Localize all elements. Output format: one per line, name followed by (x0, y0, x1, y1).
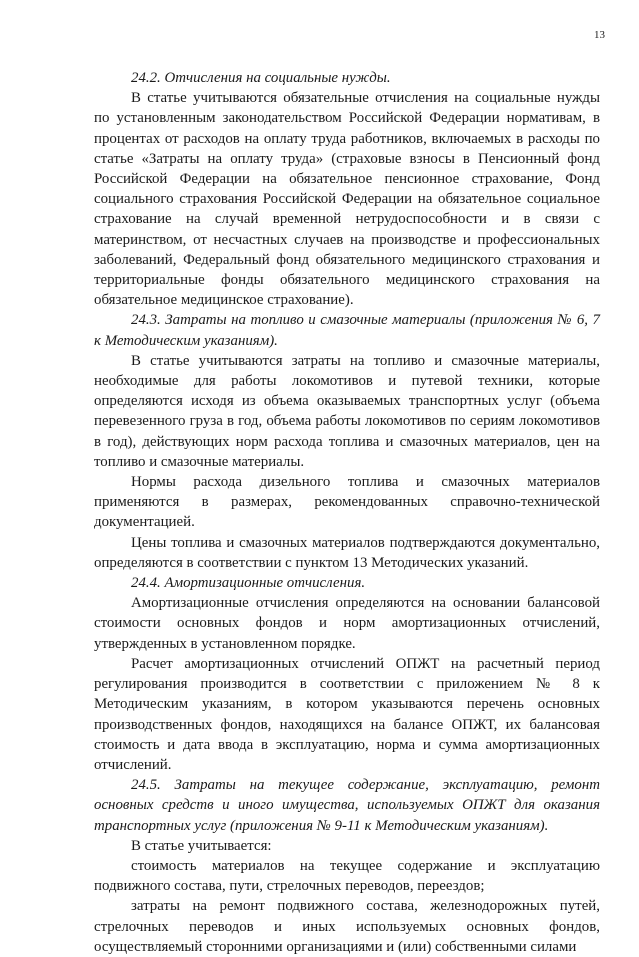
section-heading-24-2: 24.2. Отчисления на социальные нужды. (131, 70, 391, 86)
document-body (94, 68, 600, 957)
paragraph-fuel-costs: В статье учитываются затраты на топливо и смазочные материалы, необходимые для работы локомотивов и путевой техники, которые определяются исходя из объема оказываемых транспортных услуг (объема перевезенного груза в год, объема работы локомотивов по сериям локомотивов в год), действующих норм расхода топлива и смазочных материалов, цен на топливо и смазочные материалы. (94, 352, 600, 470)
paragraph-fuel-prices: Цены топлива и смазочных материалов подтверждаются документально, определяются в соответствии с пунктом 13 Методических указаний. (94, 534, 600, 571)
paragraph-materials-cost: стоимость материалов на текущее содержание и эксплуатацию подвижного состава, пути, стрелочных переводов, переездов; (94, 857, 600, 895)
section-heading-24-3: 24.3. Затраты на топливо и смазочные материалы (приложения № 6, 7 к Методическим указаниям). (94, 312, 600, 349)
paragraph-depreciation-calculation: Расчет амортизационных отчислений ОПЖТ на расчетный период регулирования производится в соответствии с приложением № 8 к Методическим указаниям, в котором указываются перечень основных производственных фондов, находящихся на балансе ОПЖТ, их балансовая стоимость и дата ввода в эксплуатацию, норма и сумма амортизационных отчислений. (94, 655, 600, 773)
page-number: 13 (594, 29, 605, 41)
section-heading-24-5: 24.5. Затраты на текущее содержание, эксплуатацию, ремонт основных средств и иного имущества, используемых ОПЖТ для оказания транспортных услуг (приложения № 9-11 к Методическим указаниям). (94, 777, 600, 834)
paragraph-social-contributions: В статье учитываются обязательные отчисления на социальные нужды по установленным законодательством Российской Федерации нормативам, в процентах от расходов на оплату труда работников, включаемых в расходы по статье «Затраты на оплату труда» (страховые взносы в Пенсионный фонд Российской Федерации на обязательное пенсионное страхование, Фонд социального страхования Российской Федерации на обязательное социальное страхование на случай временной нетрудоспособности и в связи с материнством, от несчастных случаев на производстве и профессиональных заболеваний, Федеральный фонд обязательного медицинского страхования и территориальные фонды обязательного медицинского страхования на обязательное медицинское страхование). (94, 90, 600, 309)
section-heading-24-4: 24.4. Амортизационные отчисления. (131, 575, 366, 592)
paragraph-article-includes: В статье учитывается: (131, 837, 272, 854)
paragraph-depreciation-basis: Амортизационные отчисления определяются на основании балансовой стоимости основных фондов и норм амортизационных отчислений, утвержденных в установленном порядке. (94, 595, 600, 652)
paragraph-repair-costs: затраты на ремонт подвижного состава, железнодорожных путей, стрелочных переводов и иных используемых основных фондов, осуществляемый сторонними организациями и (или) собственными силами (94, 898, 600, 955)
paragraph-fuel-norms: Нормы расхода дизельного топлива и смазочных материалов применяются в размерах, рекомендованных справочно-технической документацией. (94, 474, 600, 531)
